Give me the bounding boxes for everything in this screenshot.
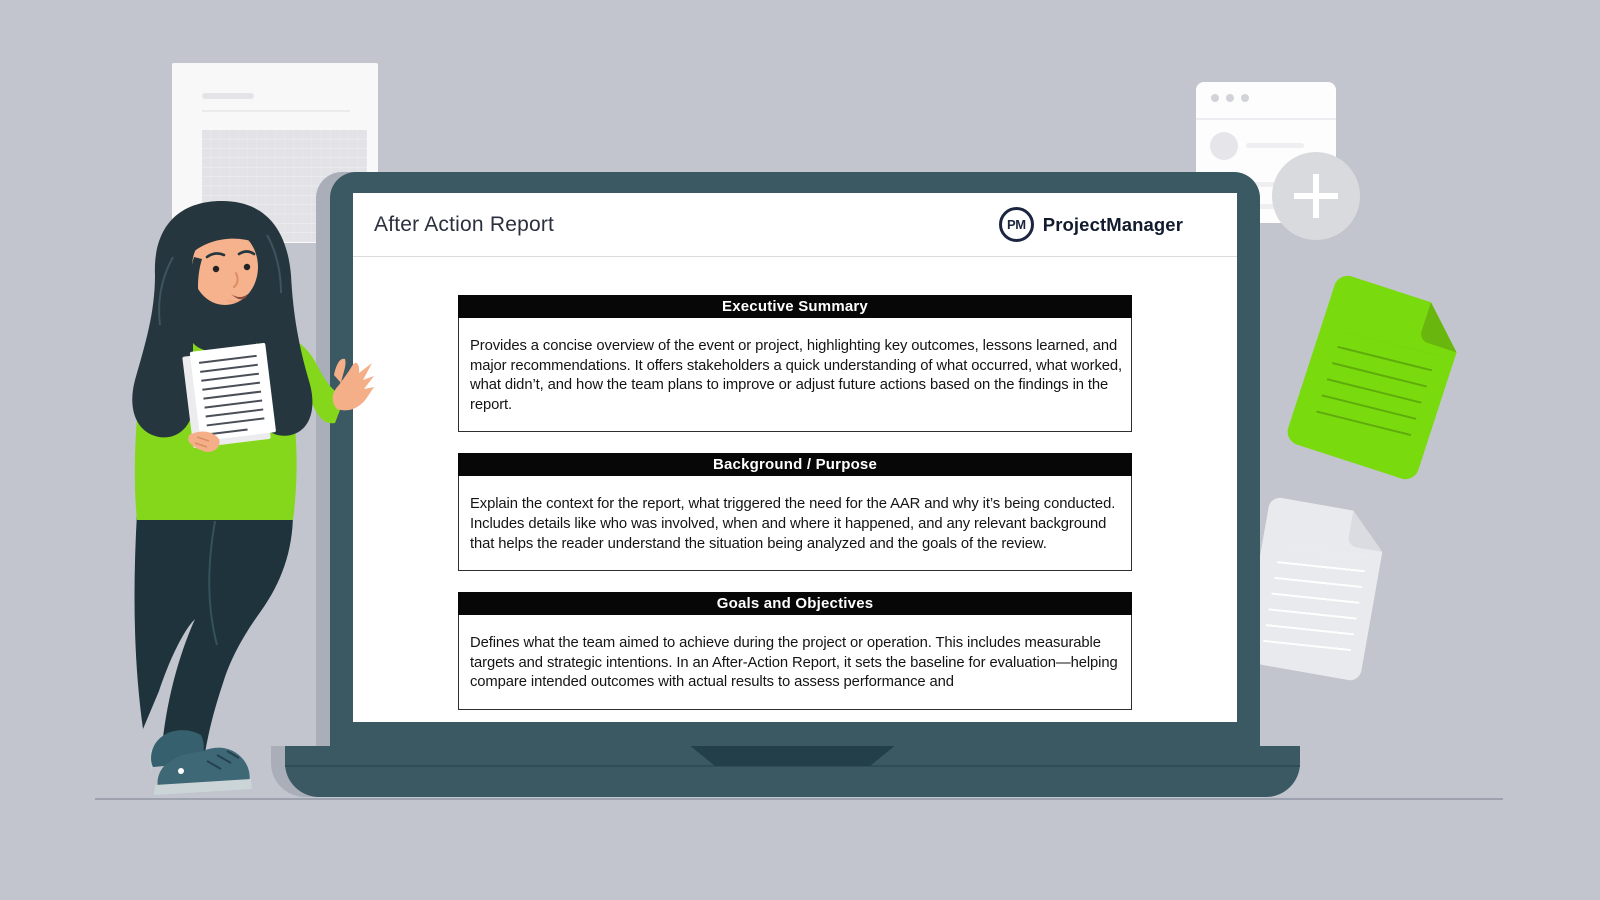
page-title: After Action Report [374, 212, 555, 236]
shoes [150, 730, 252, 795]
gray-document-decoration [1241, 496, 1388, 682]
report-header [353, 193, 1237, 257]
plus-icon [1294, 174, 1338, 218]
green-document-decoration [1284, 272, 1469, 483]
laptop-screen [330, 172, 1260, 746]
projectmanager-logo-icon [999, 207, 1034, 242]
section-body: Defines what the team aimed to achieve during the project or operation. This includes measurable targets and strategic intentions. In an After-Action Report, it sets the baseline for evaluation—helping compare intended outcomes with actual results to assess performance and [458, 615, 1132, 710]
text-line-placeholder [1246, 143, 1304, 148]
logo-text: PM [1007, 217, 1026, 232]
page-fold-icon [1419, 302, 1469, 352]
document-text-lines [1312, 332, 1437, 450]
woman-illustration [55, 195, 385, 810]
section-body: Explain the context for the report, what triggered the need for the AAR and why it’s being conducted. Includes details like who was involved, when and where it happened, and any relevant background that helps the reader understand the situation being analyzed and the goals of the review. [458, 476, 1132, 571]
brand [999, 207, 1183, 242]
page-fold-icon [1347, 510, 1389, 552]
right-hand [333, 359, 374, 411]
section-heading: Executive Summary [458, 295, 1132, 318]
report-sections [458, 295, 1132, 710]
trackpad-notch [691, 746, 895, 766]
section-heading: Goals and Objectives [458, 592, 1132, 615]
avatar-placeholder [1210, 132, 1238, 160]
report-document [353, 193, 1237, 722]
section-executive-summary [458, 295, 1132, 432]
calendar-title-placeholder [202, 93, 254, 99]
section-background-purpose [458, 453, 1132, 571]
section-goals-objectives [458, 592, 1132, 710]
laptop-base [285, 746, 1300, 797]
plus-button-decoration [1272, 152, 1360, 240]
section-heading: Background / Purpose [458, 453, 1132, 476]
browser-card-divider [1196, 118, 1336, 120]
brand-name: ProjectManager [1042, 213, 1183, 235]
document-text-lines [1263, 547, 1368, 653]
section-body: Provides a concise overview of the event or project, highlighting key outcomes, lessons learned, and major recommendations. It offers stakeholders a quick understanding of what occurred, what worked, what didn’t, and how the team plans to improve or adjust future actions based on the findings in the report. [458, 318, 1132, 432]
legs [135, 513, 293, 759]
window-dots-icon [1211, 94, 1249, 102]
calendar-divider [202, 110, 350, 112]
